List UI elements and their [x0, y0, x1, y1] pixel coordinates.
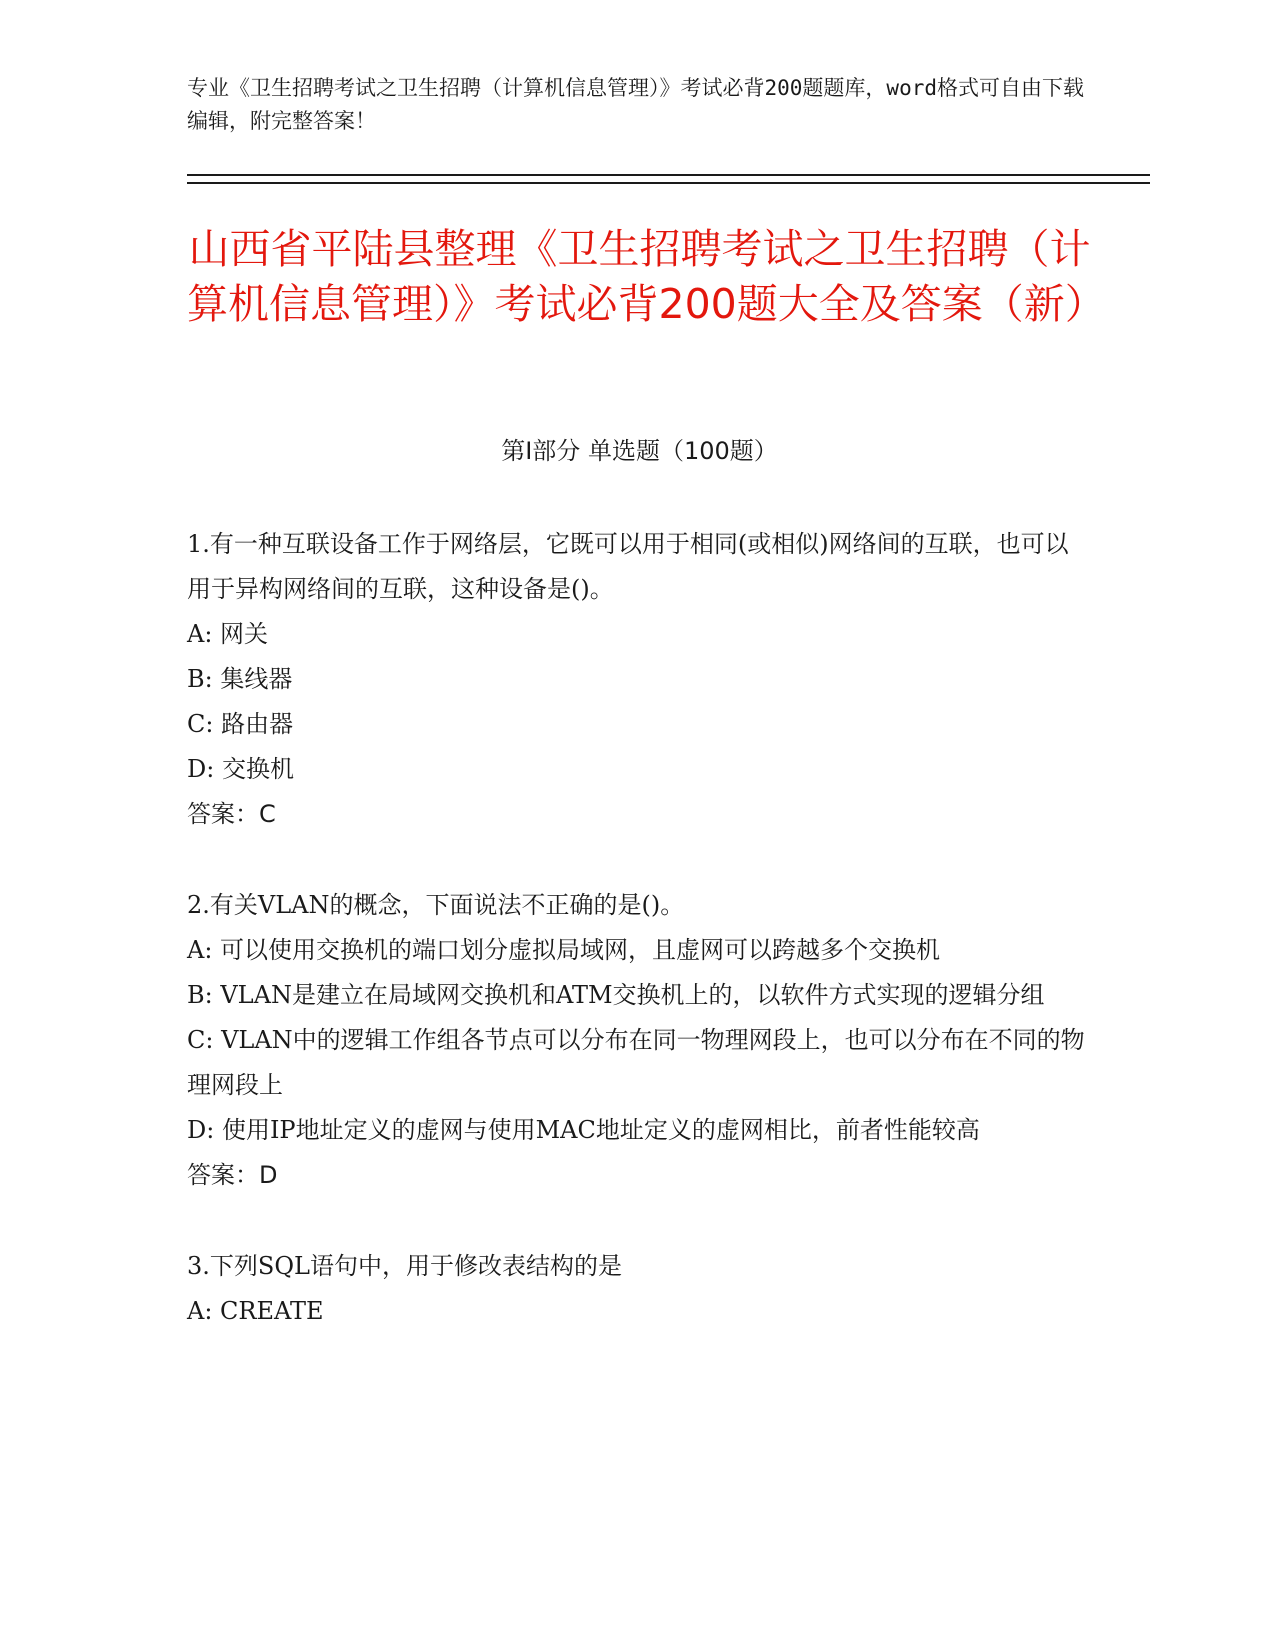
header-rule-bottom [187, 182, 1150, 184]
question-3 [187, 1244, 1087, 1334]
option-d: D: 交换机 [187, 755, 294, 783]
option-b: B: VLAN是建立在局域网交换机和ATM交换机上的，以软件方式实现的逻辑分组 [187, 981, 1045, 1009]
question-stem: 3.下列SQL语句中，用于修改表结构的是 [187, 1252, 622, 1280]
header-rule-top [187, 174, 1150, 176]
question-1 [187, 522, 1087, 837]
option-a: A: 网关 [187, 620, 269, 648]
question-stem: 2.有关VLAN的概念，下面说法不正确的是()。 [187, 891, 685, 919]
option-a: A: 可以使用交换机的端口划分虚拟局域网，且虚网可以跨越多个交换机 [187, 936, 941, 964]
answer: 答案：C [187, 800, 276, 828]
document-title: 山西省平陆县整理《卫生招聘考试之卫生招聘（计算机信息管理）》考试必背200题大全及答案（新） [187, 225, 1106, 328]
question-stem: 1.有一种互联设备工作于网络层，它既可以用于相同(或相似)网络间的互联，也可以用于异构网络间的互联，这种设备是()。 [187, 530, 1069, 603]
option-c: C: VLAN中的逻辑工作组各节点可以分布在同一物理网段上，也可以分布在不同的物理网段上 [187, 1026, 1085, 1099]
section-heading: 第I部分 单选题（100题） [501, 437, 778, 465]
option-d: D: 使用IP地址定义的虚网与使用MAC地址定义的虚网相比，前者性能较高 [187, 1116, 980, 1144]
option-a: A: CREATE [187, 1297, 324, 1325]
question-2 [187, 883, 1087, 1198]
header-note: 专业《卫生招聘考试之卫生招聘（计算机信息管理）》考试必背200题题库，word格式可自由下载编辑，附完整答案！ [187, 76, 1084, 133]
answer: 答案：D [187, 1161, 278, 1189]
option-b: B: 集线器 [187, 665, 293, 693]
option-c: C: 路由器 [187, 710, 294, 738]
question-list [187, 522, 1087, 1380]
